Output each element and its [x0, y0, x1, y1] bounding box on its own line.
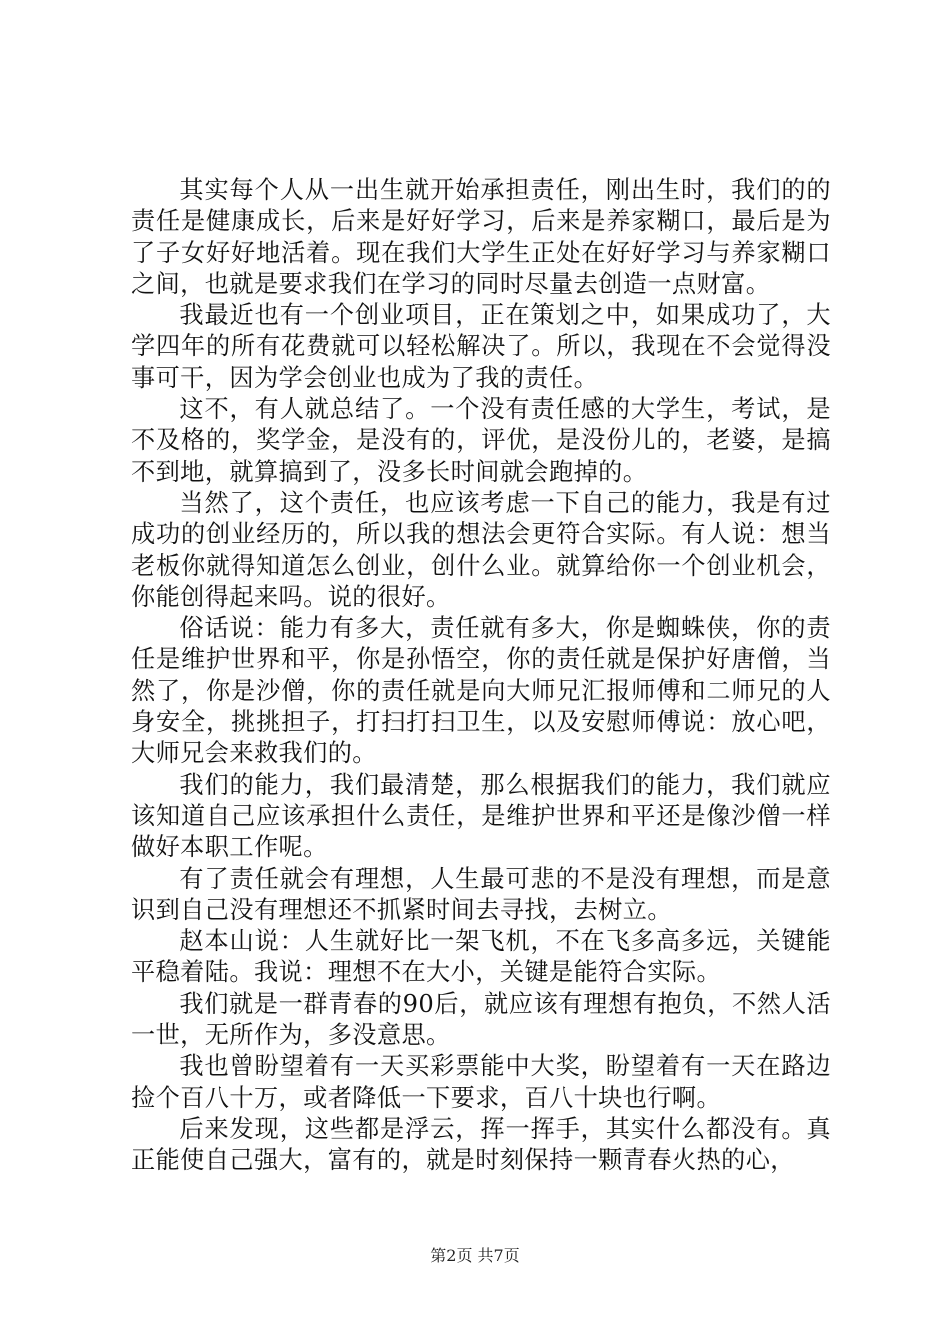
- paragraph: 赵本山说：人生就好比一架飞机，不在飞多高多远，关键能平稳着陆。我说：理想不在大小，关键是能符合实际。: [131, 927, 831, 987]
- paragraph: 这不，有人就总结了。一个没有责任感的大学生，考试，是不及格的，奖学金，是没有的，评优，是没份儿的，老婆，是搞不到地，就算搞到了，没多长时间就会跑掉的。: [131, 395, 831, 486]
- paragraph: 俗话说：能力有多大，责任就有多大，你是蜘蛛侠，你的责任是维护世界和平，你是孙悟空，你的责任就是保护好唐僧，当然了，你是沙僧，你的责任就是向大师兄汇报师傅和二师兄的人身安全，挑挑担子，打扫打扫卫生，以及安慰师傅说：放心吧，大师兄会来救我们的。: [131, 614, 831, 768]
- paragraph: 当然了，这个责任，也应该考虑一下自己的能力，我是有过成功的创业经历的，所以我的想法会更符合实际。有人说：想当老板你就得知道怎么创业，创什么业。就算给你一个创业机会，你能创得起来吗。说的很好。: [131, 488, 831, 611]
- paragraph: 我最近也有一个创业项目，正在策划之中，如果成功了，大学四年的所有花费就可以轻松解决了。所以，我现在不会觉得没事可干，因为学会创业也成为了我的责任。: [131, 301, 831, 392]
- paragraph: 我也曾盼望着有一天买彩票能中大奖，盼望着有一天在路边捡个百八十万，或者降低一下要求，百八十块也行啊。: [131, 1052, 831, 1112]
- paragraph: 我们就是一群青春的90后，就应该有理想有抱负，不然人活一世，无所作为，多没意思。: [131, 989, 831, 1050]
- paragraph: 后来发现，这些都是浮云，挥一挥手，其实什么都没有。真正能使自己强大，富有的，就是时刻保持一颗青春火热的心，: [131, 1114, 831, 1175]
- document-body: [131, 175, 831, 1177]
- paragraph: 我们的能力，我们最清楚，那么根据我们的能力，我们就应该知道自己应该承担什么责任，是维护世界和平还是像沙僧一样做好本职工作呢。: [131, 770, 831, 862]
- paragraph: 其实每个人从一出生就开始承担责任，刚出生时，我们的的责任是健康成长，后来是好好学习，后来是养家糊口，最后是为了子女好好地活着。现在我们大学生正处在好好学习与养家糊口之间，也就是要求我们在学习的同时尽量去创造一点财富。: [131, 176, 831, 298]
- paragraph: 有了责任就会有理想，人生最可悲的不是没有理想，而是意识到自己没有理想还不抓紧时间去寻找，去树立。: [131, 864, 831, 924]
- page-number-footer: 第2页 共7页: [430, 1246, 520, 1265]
